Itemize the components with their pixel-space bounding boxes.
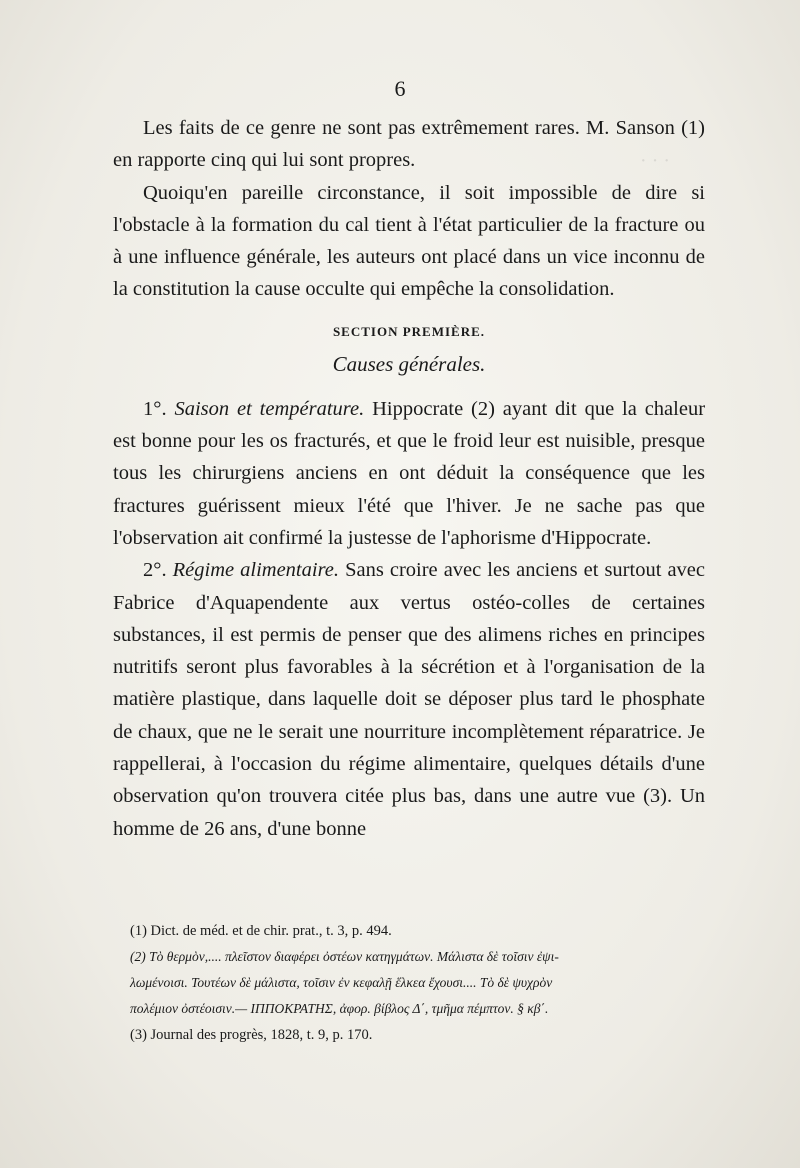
- footnote-2-line-3: πολέμιον ὀστέοισιν.— ΙΠΠΟΚΡΑΤΗΣ, ἀφορ. βίβλος Δ΄, τμῆμα πέμπτον. § κβ΄.: [130, 1001, 549, 1016]
- item-1-text: Hippocrate (2) ayant dit que la chaleur est bonne pour les os fracturés, et que le froid leur est nuisible, presque tous les chirurgiens anciens en ont déduit la conséquence que les fractures guérissent mieux l'été que l'hiver. Je ne sache pas que l'observation ait confirmé la justesse de l'aphorisme d'Hippocrate.: [113, 397, 706, 549]
- item-2-text: Sans croire avec les anciens et surtout avec Fabrice d'Aquapendente aux vertus ostéo-colles de certaines substances, il est permis de penser que des alimens riches en principes nutritifs seront plus favorables à la sécrétion et à l'organisation de la matière plastique, dans laquelle doit se déposer plus tard le phosphate de chaux, que ne le serait une nourriture incomplètement réparatrice. Je rappellerai, à l'occasion du régime alimentaire, quelques détails d'une observation qu'on trouvera citée plus bas, dans une autre vue (3). Un homme de 26 ans, d'une bonne: [113, 559, 705, 840]
- footnote-2-line-2: λωμένοισι. Τουτέων δὲ μάλιστα, τοῖσιν ἐν κεφαλῇ ἕλκεα ἔχουσι.... Τὸ δὲ ψυχρὸν: [130, 975, 553, 990]
- footnotes: [130, 918, 710, 1048]
- body-text: [113, 112, 705, 845]
- section-subheading: Causes générales.: [332, 351, 486, 376]
- item-1: [113, 393, 705, 554]
- paragraph-2: Quoiqu'en pareille circonstance, il soit impossible de dire si l'obstacle à la formation du cal tient à l'état particulier de la fracture ou à une influence générale, les auteurs ont placé dans un vice inconnu de la constitution la cause occulte qui empêche la consolidation.: [113, 181, 705, 301]
- item-1-number: 1°.: [143, 397, 167, 420]
- section-heading: SECTION PREMIÈRE.: [332, 323, 486, 339]
- bleed-through-text: · · ·: [640, 150, 670, 172]
- footnote-3: (3) Journal des progrès, 1828, t. 9, p. 170.: [130, 1027, 373, 1043]
- page-number: 6: [394, 76, 406, 101]
- footnote-2-line-1: (2) Τὸ θερμὸν,.... πλεῖστον διαφέρει ὀστέων κατηγμάτων. Μάλιστα δὲ τοῖσιν ἐψι-: [130, 949, 559, 964]
- paragraph-1: Les faits de ce genre ne sont pas extrêmement rares. M. Sanson (1) en rapporte cinq qui lui sont propres.: [113, 117, 705, 172]
- item-2-number: 2°.: [143, 559, 167, 582]
- item-2-title: Régime alimentaire.: [172, 559, 340, 582]
- footnote-1: (1) Dict. de méd. et de chir. prat., t. 3, p. 494.: [130, 923, 392, 939]
- item-1-title: Saison et température.: [174, 397, 365, 420]
- item-2: [113, 554, 705, 845]
